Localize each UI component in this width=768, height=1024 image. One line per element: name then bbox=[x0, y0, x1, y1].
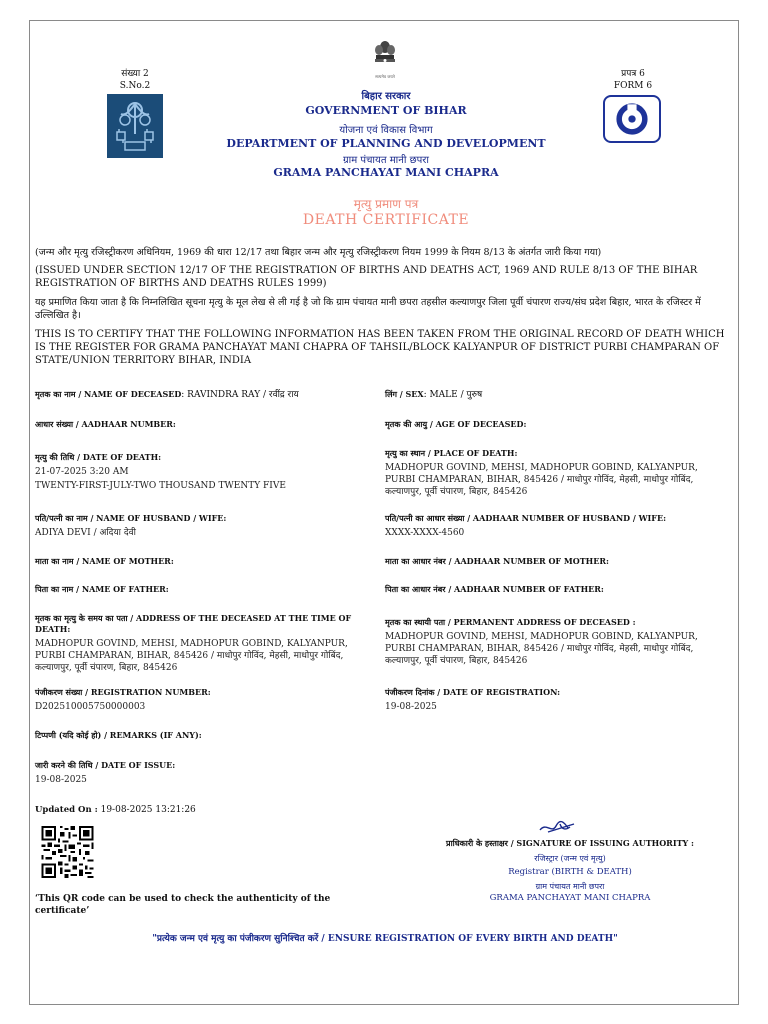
reg-no-value: D202510005750000003 bbox=[35, 702, 146, 712]
age-label: मृतक की आयु / AGE OF DECEASED: bbox=[385, 419, 527, 429]
sex-value: : MALE / पुरुष bbox=[423, 390, 483, 400]
field-father-aadhaar bbox=[385, 584, 730, 595]
issue-label: जारी करने की तिथि / DATE OF ISSUE: bbox=[35, 760, 176, 770]
qr-code-icon[interactable] bbox=[40, 826, 95, 878]
addr-death-label: मृतक का मृत्यु के समय का पता / ADDRESS OF THE DECEASED AT THE TIME OF DEATH: bbox=[35, 613, 352, 634]
name-value: : RAVINDRA RAY / रवींद्र राय bbox=[181, 390, 299, 400]
updated-label: Updated On : bbox=[35, 805, 98, 815]
panchayat-hindi: ग्राम पंचायत मानी छपरा bbox=[343, 155, 429, 166]
reg-date-value: 19-08-2025 bbox=[385, 702, 437, 712]
bihar-govt-logo-icon bbox=[107, 94, 163, 158]
signature-panchayat-hindi: ग्राम पंचायत मानी छपरा bbox=[535, 882, 605, 891]
field-date-of-issue bbox=[35, 760, 380, 786]
act-statement-english: (ISSUED UNDER SECTION 12/17 OF THE REGISTRATION OF BIRTHS AND DEATHS ACT, 1969 AND RULE 8/13 OF THE BIHAR REGISTRATION OF BIRTHS AND DEATHS RULES 1999) bbox=[35, 265, 698, 289]
addr-death-value: MADHOPUR GOVIND, MEHSI, MADHOPUR GOBIND, KALYANPUR, PURBI CHAMPARAN, BIHAR, 845426 / माधोपुर गोविंद, मेहसी, माधोपुर गोबिंद, कल्याणपुर, पूर्वी चंपारण, बिहार, 845426 bbox=[35, 639, 348, 673]
spouse-label: पति/पत्नी का नाम / NAME OF HUSBAND / WIFE: bbox=[35, 513, 227, 523]
reg-no-label: पंजीकरण संख्या / REGISTRATION NUMBER: bbox=[35, 687, 211, 697]
dod-words: TWENTY-FIRST-JULY-TWO THOUSAND TWENTY FIVE bbox=[35, 481, 286, 491]
form-number-hindi: प्रपत्र 6 bbox=[621, 69, 645, 79]
signature-scribble-icon bbox=[538, 818, 578, 836]
certificate-title-english: DEATH CERTIFICATE bbox=[302, 212, 470, 228]
sex-label: लिंग / SEX bbox=[385, 389, 424, 399]
dod-value: 21-07-2025 3:20 AM bbox=[35, 467, 129, 477]
spouse-aadhaar-label: पति/पत्नी का आधार संख्या / AADHAAR NUMBER OF HUSBAND / WIFE: bbox=[385, 513, 667, 523]
serial-number-english: S.No.2 bbox=[119, 81, 151, 91]
field-mother-name bbox=[35, 556, 380, 567]
remarks-label: टिप्पणी (यदि कोई हो) / REMARKS (IF ANY): bbox=[35, 730, 202, 740]
act-statement-hindi: (जन्म और मृत्यु रजिस्ट्रीकरण अधिनियम, 1969 की धारा 12/17 तथा बिहार जन्म और मृत्यु रजिस्ट्रीकरण नियम 1999 के नियम 8/13 के अंतर्गत जारी किया गया) bbox=[35, 247, 602, 258]
addr-perm-value: MADHOPUR GOVIND, MEHSI, MADHOPUR GOBIND, KALYANPUR, PURBI CHAMPARAN, BIHAR, 845426 / माधोपुर गोविंद, मेहसी, माधोपुर गोबिंद, कल्याणपुर, पूर्वी चंपारण, बिहार, 845426 bbox=[385, 632, 698, 666]
updated-value: 19-08-2025 13:21:26 bbox=[100, 805, 196, 815]
spouse-aadhaar-value: XXXX-XXXX-4560 bbox=[385, 528, 465, 538]
updated-on bbox=[35, 805, 196, 815]
dod-label: मृत्यु की तिथि / DATE OF DEATH: bbox=[35, 452, 162, 462]
serial-number-block bbox=[100, 68, 170, 92]
govt-name-english: GOVERNMENT OF BIHAR bbox=[305, 104, 467, 117]
reg-date-label: पंजीकरण दिनांक / DATE OF REGISTRATION: bbox=[385, 687, 561, 697]
field-spouse-aadhaar bbox=[385, 513, 730, 539]
issue-value: 19-08-2025 bbox=[35, 775, 87, 785]
name-label: मृतक का नाम / NAME OF DECEASED bbox=[35, 389, 182, 399]
registrar-english: Registrar (BIRTH & DEATH) bbox=[508, 867, 632, 877]
field-name-of-deceased bbox=[35, 388, 380, 401]
father-aadhaar-label: पिता का आधार नंबर / AADHAAR NUMBER OF FATHER: bbox=[385, 584, 604, 594]
field-address-at-death bbox=[35, 613, 380, 674]
father-label: पिता का नाम / NAME OF FATHER: bbox=[35, 584, 169, 594]
field-remarks bbox=[35, 730, 380, 741]
field-permanent-address bbox=[385, 617, 730, 667]
serial-number-hindi: संख्या 2 bbox=[121, 69, 149, 79]
field-registration-number bbox=[35, 687, 380, 713]
aadhaar-label: आधार संख्या / AADHAAR NUMBER: bbox=[35, 419, 176, 429]
certificate-title-hindi: मृत्यु प्रमाण पत्र bbox=[353, 197, 419, 211]
signature-panchayat-english: GRAMA PANCHAYAT MANI CHAPRA bbox=[489, 893, 651, 903]
mother-label: माता का नाम / NAME OF MOTHER: bbox=[35, 556, 174, 566]
form-number-block bbox=[598, 68, 668, 92]
pod-label: मृत्यु का स्थान / PLACE OF DEATH: bbox=[385, 448, 518, 458]
certify-statement-english: THIS IS TO CERTIFY THAT THE FOLLOWING INFORMATION HAS BEEN TAKEN FROM THE ORIGINAL RECORD OF DEATH WHICH IS THE REGISTER FOR GRAMA PANCHAYAT MANI CHAPRA OF TAHSIL/BLOCK KALYANPUR OF DISTRICT PURBI CHAMPARAN OF STATE/UNION TERRITORY BIHAR, INDIA bbox=[35, 329, 725, 366]
crs-logo-icon bbox=[603, 95, 661, 143]
mother-aadhaar-label: माता का आधार नंबर / AADHAAR NUMBER OF MOTHER: bbox=[385, 556, 609, 566]
department-hindi: योजना एवं विकास विभाग bbox=[339, 125, 433, 136]
field-age bbox=[385, 419, 730, 430]
field-aadhaar bbox=[35, 419, 380, 430]
department-english: DEPARTMENT OF PLANNING AND DEVELOPMENT bbox=[226, 137, 546, 150]
field-spouse-name bbox=[35, 513, 380, 539]
qr-note: ‘This QR code can be used to check the authenticity of the certificate’ bbox=[35, 894, 331, 916]
field-father-name bbox=[35, 584, 380, 595]
field-registration-date bbox=[385, 687, 730, 713]
govt-name-hindi: बिहार सरकार bbox=[361, 91, 411, 102]
field-sex bbox=[385, 388, 730, 401]
footer-slogan: "प्रत्येक जन्म एवं मृत्यु का पंजीकरण सुनिश्चित करें / ENSURE REGISTRATION OF EVERY BIRTH AND DEATH" bbox=[152, 934, 618, 944]
signature-title: प्राधिकारी के हस्ताक्षर / SIGNATURE OF ISSUING AUTHORITY : bbox=[446, 838, 694, 848]
addr-perm-label: मृतक का स्थायी पता / PERMANENT ADDRESS OF DECEASED : bbox=[385, 617, 636, 627]
form-number-english: FORM 6 bbox=[613, 81, 653, 91]
field-place-of-death bbox=[385, 448, 730, 498]
spouse-value: ADIYA DEVI / अदिया देवी bbox=[35, 528, 136, 538]
emblem-caption: सत्यमेव जयते bbox=[375, 74, 395, 79]
pod-value: MADHOPUR GOVIND, MEHSI, MADHOPUR GOBIND, KALYANPUR, PURBI CHAMPARAN, BIHAR, 845426 / माधोपुर गोविंद, मेहसी, माधोपुर गोबिंद, कल्याणपुर, पूर्वी चंपारण, बिहार, 845426 bbox=[385, 463, 698, 497]
field-date-of-death bbox=[35, 452, 380, 492]
certify-statement-hindi: यह प्रमाणित किया जाता है कि निम्नलिखित सूचना मृत्यु के मूल लेख से ली गई है जो कि ग्राम पंचायत मानी छपरा तहसील कल्याणपुर जिला पूर्वी चंपारण राज्य/संघ प्रदेश बिहार, भारत के रजिस्टर में उल्लिखित है। bbox=[35, 297, 701, 321]
panchayat-english: GRAMA PANCHAYAT MANI CHAPRA bbox=[273, 166, 499, 179]
registrar-hindi: रजिस्ट्रार (जन्म एवं मृत्यु) bbox=[534, 854, 606, 863]
field-mother-aadhaar bbox=[385, 556, 730, 567]
